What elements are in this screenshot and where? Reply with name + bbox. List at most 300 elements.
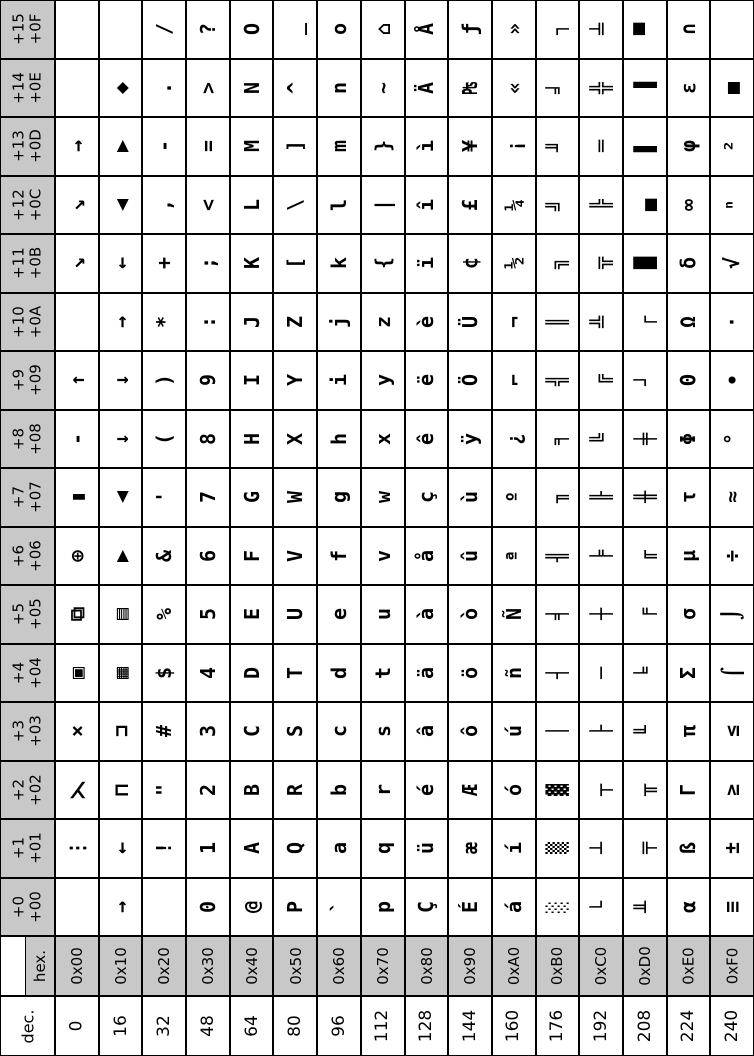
- row-dec-text: 112: [372, 1009, 393, 1043]
- row-dec: [55, 996, 99, 1056]
- glyph-cell: [623, 468, 667, 527]
- glyph-cell: [623, 644, 667, 703]
- column-offset-hex: +07: [26, 481, 45, 514]
- glyph-cell-text: ¢: [458, 257, 483, 270]
- glyph-cell: [361, 234, 405, 293]
- column-header: [0, 527, 55, 586]
- glyph-cell-text: ": [152, 783, 177, 796]
- glyph-cell-text: ┤: [545, 666, 570, 679]
- glyph-cell: [99, 527, 143, 586]
- glyph-cell-text: %: [152, 608, 177, 621]
- glyph-cell-text: U: [283, 608, 308, 621]
- glyph-cell-text: å: [414, 549, 439, 562]
- column-offset-hex: +05: [26, 598, 45, 631]
- glyph-cell: [55, 351, 99, 410]
- glyph-cell: [55, 702, 99, 761]
- glyph-cell: [579, 234, 623, 293]
- row-dec: [142, 996, 186, 1056]
- glyph-cell-text: 0: [195, 900, 220, 913]
- glyph-cell: [142, 176, 186, 235]
- glyph-cell: [710, 878, 754, 937]
- row-hex: [710, 936, 754, 996]
- glyph-cell: [230, 410, 274, 469]
- glyph-cell-text: v: [370, 549, 395, 562]
- glyph-cell-text: Ç: [414, 900, 439, 913]
- glyph-cell: [317, 351, 361, 410]
- glyph-cell-text: n: [326, 81, 351, 94]
- glyph-cell-text: ⌡: [720, 608, 745, 621]
- glyph-cell: [667, 702, 711, 761]
- glyph-cell: [142, 527, 186, 586]
- glyph-cell: [55, 117, 99, 176]
- column-offset-hex: +0B: [26, 247, 45, 280]
- glyph-cell: [405, 0, 449, 59]
- glyph-cell: [492, 585, 536, 644]
- glyph-cell: [536, 527, 580, 586]
- glyph-cell-text: δ: [676, 257, 701, 270]
- glyph-cell-text: $: [152, 666, 177, 679]
- glyph-cell: [448, 644, 492, 703]
- glyph-cell: [186, 702, 230, 761]
- glyph-cell: [99, 234, 143, 293]
- glyph-cell-text: &: [152, 549, 177, 562]
- glyph-cell-text: k: [326, 257, 351, 270]
- row-hex: [55, 936, 99, 996]
- glyph-cell-text: ÷: [720, 549, 745, 562]
- glyph-cell: [99, 878, 143, 937]
- glyph-cell: [667, 468, 711, 527]
- glyph-cell-text: ¼: [501, 198, 526, 211]
- glyph-cell-text: ↘: [64, 257, 89, 270]
- glyph-cell: [667, 117, 711, 176]
- glyph-cell-text: ƒ: [458, 23, 483, 36]
- glyph-cell: [579, 819, 623, 878]
- glyph-cell: [186, 176, 230, 235]
- glyph-cell-text: û: [458, 549, 483, 562]
- hex-label-text: hex.: [31, 949, 49, 983]
- glyph-cell: [579, 0, 623, 59]
- glyph-cell-text: m: [326, 140, 351, 153]
- row-dec: [623, 996, 667, 1056]
- glyph-cell-text: ╛: [545, 81, 570, 94]
- glyph-cell-text: ╬: [589, 81, 614, 94]
- glyph-cell: [667, 410, 711, 469]
- glyph-cell: [273, 0, 317, 59]
- glyph-cell: [142, 702, 186, 761]
- glyph-cell-text: ─: [589, 666, 614, 679]
- glyph-cell: [448, 410, 492, 469]
- glyph-cell: [99, 0, 143, 59]
- glyph-cell: [579, 761, 623, 820]
- glyph-cell-text: ε: [676, 81, 701, 94]
- glyph-cell: [273, 819, 317, 878]
- glyph-cell: [492, 293, 536, 352]
- glyph-cell-text: A: [239, 842, 264, 855]
- row-dec-text: 128: [416, 1009, 437, 1043]
- glyph-cell-text: i: [326, 374, 351, 387]
- glyph-cell: [230, 878, 274, 937]
- glyph-cell-text: â: [414, 725, 439, 738]
- glyph-cell: [186, 351, 230, 410]
- glyph-cell: [55, 644, 99, 703]
- glyph-cell-text: ╘: [632, 666, 657, 679]
- row-hex-text: 0x70: [373, 947, 392, 985]
- column-offset-hex: +06: [26, 539, 45, 572]
- row-hex-text: 0xD0: [635, 946, 654, 986]
- glyph-cell: [142, 761, 186, 820]
- glyph-cell: [142, 819, 186, 878]
- glyph-cell: [361, 176, 405, 235]
- glyph-cell-text: @: [239, 900, 264, 913]
- glyph-cell: [273, 761, 317, 820]
- glyph-cell-text: ↑: [64, 374, 89, 387]
- glyph-cell: [405, 468, 449, 527]
- glyph-cell: [448, 878, 492, 937]
- glyph-cell: [361, 293, 405, 352]
- glyph-cell-text: }: [370, 140, 395, 153]
- glyph-cell-text: _: [283, 23, 308, 36]
- glyph-cell: [99, 176, 143, 235]
- glyph-cell-text: ║: [545, 315, 570, 328]
- glyph-cell: [492, 878, 536, 937]
- glyph-cell: [273, 176, 317, 235]
- glyph-cell: [55, 0, 99, 59]
- glyph-cell: [230, 117, 274, 176]
- glyph-cell: [99, 702, 143, 761]
- glyph-cell-text: ù: [458, 491, 483, 504]
- glyph-cell: [273, 878, 317, 937]
- glyph-cell: [710, 702, 754, 761]
- column-offset-dec: +13: [9, 130, 28, 163]
- glyph-cell: [317, 117, 361, 176]
- glyph-cell-text: .: [152, 81, 177, 94]
- column-offset-hex: +0A: [26, 305, 45, 338]
- glyph-cell-text: e: [326, 608, 351, 621]
- glyph-cell: [710, 176, 754, 235]
- glyph-cell-text: 1: [195, 842, 220, 855]
- glyph-cell-text: é: [414, 783, 439, 796]
- glyph-cell: [317, 468, 361, 527]
- glyph-cell-text: °: [720, 432, 745, 445]
- glyph-cell-text: l: [326, 198, 351, 211]
- glyph-cell: [579, 117, 623, 176]
- glyph-cell-text: ↓: [108, 432, 133, 445]
- glyph-cell-text: ╩: [589, 315, 614, 328]
- glyph-cell: [448, 293, 492, 352]
- column-offset-dec: +7: [9, 486, 28, 509]
- glyph-cell: [142, 117, 186, 176]
- glyph-cell: [230, 176, 274, 235]
- row-hex: [536, 936, 580, 996]
- glyph-cell: [448, 468, 492, 527]
- glyph-cell: [317, 293, 361, 352]
- glyph-cell: [536, 819, 580, 878]
- glyph-cell-text: :: [195, 315, 220, 328]
- glyph-cell-text: ▐: [632, 81, 657, 94]
- glyph-cell-text: 3: [195, 725, 220, 738]
- glyph-cell-text: N: [239, 81, 264, 94]
- glyph-cell: [579, 176, 623, 235]
- glyph-cell-text: `: [326, 900, 351, 913]
- row-dec-text: 144: [460, 1009, 481, 1043]
- glyph-cell-text: ï: [414, 257, 439, 270]
- glyph-cell-text: │: [545, 725, 570, 738]
- glyph-cell-text: ¿: [501, 432, 526, 445]
- row-dec: [536, 996, 580, 1056]
- glyph-cell-text: C: [239, 725, 264, 738]
- row-dec-text: 48: [197, 1015, 218, 1037]
- glyph-cell-text: !: [152, 842, 177, 855]
- glyph-cell-text: ┘: [632, 374, 657, 387]
- glyph-cell-text: ╕: [545, 432, 570, 445]
- column-header: [0, 176, 55, 235]
- glyph-cell-text: ╖: [545, 491, 570, 504]
- glyph-cell: [623, 117, 667, 176]
- glyph-cell-text: B: [239, 783, 264, 796]
- glyph-cell-text: d: [326, 666, 351, 679]
- glyph-cell: [361, 761, 405, 820]
- glyph-cell-text: g: [326, 491, 351, 504]
- glyph-cell: [405, 761, 449, 820]
- glyph-cell-text: Ä: [414, 81, 439, 94]
- glyph-cell: [55, 176, 99, 235]
- glyph-cell: [55, 293, 99, 352]
- glyph-cell-text: ╦: [589, 257, 614, 270]
- glyph-cell-text: Ω: [676, 315, 701, 328]
- glyph-cell-text: R: [283, 783, 308, 796]
- glyph-cell: [536, 0, 580, 59]
- glyph-cell-text: K: [239, 257, 264, 270]
- glyph-cell-text: J: [239, 315, 264, 328]
- glyph-cell-text: £: [458, 198, 483, 211]
- glyph-cell: [579, 468, 623, 527]
- glyph-cell: [317, 234, 361, 293]
- glyph-cell-text: ª: [501, 549, 526, 562]
- row-hex: [273, 936, 317, 996]
- glyph-cell: [273, 468, 317, 527]
- glyph-cell: [405, 410, 449, 469]
- row-dec: [667, 996, 711, 1056]
- row-hex-text: 0xE0: [679, 947, 698, 985]
- glyph-cell: [99, 819, 143, 878]
- glyph-cell: [317, 410, 361, 469]
- glyph-cell: [317, 878, 361, 937]
- glyph-cell-text: ~: [370, 81, 395, 94]
- row-hex-text: 0x50: [286, 947, 305, 985]
- glyph-cell: [448, 761, 492, 820]
- glyph-cell: [230, 819, 274, 878]
- glyph-cell-text: ╣: [545, 374, 570, 387]
- column-header: [0, 761, 55, 820]
- glyph-cell-text: Θ: [676, 374, 701, 387]
- column-header: [0, 293, 55, 352]
- glyph-cell-text: ¬: [501, 315, 526, 328]
- glyph-cell-text: V: [283, 549, 308, 562]
- glyph-cell: [405, 176, 449, 235]
- glyph-cell-text: ⊐: [108, 725, 133, 738]
- row-dec-text: 208: [634, 1009, 655, 1043]
- glyph-cell-text: ∙: [720, 374, 745, 387]
- glyph-cell-text: ┼: [589, 608, 614, 621]
- glyph-cell-text: Ö: [458, 374, 483, 387]
- glyph-cell-text: φ: [676, 140, 701, 153]
- column-header: [0, 585, 55, 644]
- glyph-cell-text: 4: [195, 666, 220, 679]
- glyph-cell-text: f: [326, 549, 351, 562]
- glyph-cell-text: a: [326, 842, 351, 855]
- glyph-cell-text: ë: [414, 374, 439, 387]
- glyph-cell-text: ñ: [501, 666, 526, 679]
- glyph-cell: [273, 527, 317, 586]
- column-offset-hex: +02: [26, 773, 45, 806]
- glyph-cell-text: ': [152, 491, 177, 504]
- glyph-cell: [142, 234, 186, 293]
- column-offset-dec: +11: [9, 247, 28, 280]
- glyph-cell: [405, 702, 449, 761]
- hex-label-cell: [25, 936, 55, 996]
- row-dec: [448, 996, 492, 1056]
- row-dec-text: 192: [591, 1009, 612, 1043]
- glyph-cell-text: ⊓: [108, 783, 133, 796]
- glyph-cell-text: ⋮: [64, 838, 89, 859]
- glyph-cell-text: σ: [676, 608, 701, 621]
- glyph-cell-text: ¡: [501, 140, 526, 153]
- glyph-cell-text: {: [370, 257, 395, 270]
- glyph-cell-text: j: [326, 315, 351, 328]
- glyph-cell-text: ò: [458, 608, 483, 621]
- glyph-cell-text: -: [64, 432, 89, 445]
- row-dec-text: 64: [241, 1015, 262, 1037]
- glyph-cell-text: ú: [501, 725, 526, 738]
- glyph-cell-text: 9: [195, 374, 220, 387]
- glyph-cell: [361, 117, 405, 176]
- column-offset-dec: +0: [9, 895, 28, 918]
- glyph-cell-text: ╨: [632, 900, 657, 913]
- glyph-cell-text: ░: [545, 900, 570, 913]
- glyph-cell: [361, 59, 405, 118]
- row-hex-text: 0x00: [67, 947, 86, 985]
- row-hex: [579, 936, 623, 996]
- glyph-cell: [55, 59, 99, 118]
- glyph-cell: [317, 819, 361, 878]
- glyph-cell-text: ç: [414, 491, 439, 504]
- glyph-cell: [623, 702, 667, 761]
- glyph-cell-text: ∩: [676, 23, 701, 36]
- glyph-cell: [230, 468, 274, 527]
- glyph-cell-text: 6: [195, 549, 220, 562]
- column-header: [0, 468, 55, 527]
- glyph-cell: [317, 59, 361, 118]
- glyph-cell: [536, 702, 580, 761]
- glyph-cell: [579, 351, 623, 410]
- glyph-cell: [55, 878, 99, 937]
- column-offset-hex: +01: [26, 832, 45, 865]
- glyph-cell-text: [: [283, 257, 308, 270]
- glyph-cell-text: ^: [283, 81, 308, 94]
- glyph-cell-text: ╠: [589, 198, 614, 211]
- glyph-cell: [667, 293, 711, 352]
- row-dec: [492, 996, 536, 1056]
- glyph-cell: [492, 234, 536, 293]
- glyph-cell: [667, 878, 711, 937]
- glyph-cell: [623, 293, 667, 352]
- row-hex: [317, 936, 361, 996]
- glyph-cell: [536, 878, 580, 937]
- glyph-cell: [579, 585, 623, 644]
- glyph-cell-text: è: [414, 315, 439, 328]
- row-hex: [405, 936, 449, 996]
- row-hex-text: 0xB0: [548, 946, 567, 986]
- glyph-cell: [710, 117, 754, 176]
- glyph-cell: [273, 702, 317, 761]
- glyph-cell: [273, 410, 317, 469]
- glyph-cell: [710, 0, 754, 59]
- glyph-cell: [317, 0, 361, 59]
- column-header: [0, 819, 55, 878]
- glyph-cell: [623, 351, 667, 410]
- glyph-cell-text: á: [501, 900, 526, 913]
- glyph-cell: [405, 351, 449, 410]
- glyph-cell: [710, 819, 754, 878]
- row-hex-text: 0x60: [329, 947, 348, 985]
- glyph-cell: [623, 234, 667, 293]
- glyph-cell-text: G: [239, 491, 264, 504]
- glyph-cell: [536, 644, 580, 703]
- glyph-cell: [361, 819, 405, 878]
- glyph-cell-text: ■: [720, 81, 745, 94]
- glyph-cell-text: ╒: [632, 608, 657, 621]
- glyph-cell-text: ╙: [632, 725, 657, 738]
- glyph-cell: [448, 351, 492, 410]
- glyph-cell: [667, 0, 711, 59]
- glyph-cell-text: t: [370, 666, 395, 679]
- glyph-cell-text: X: [283, 432, 308, 445]
- glyph-cell: [99, 117, 143, 176]
- glyph-cell: [230, 293, 274, 352]
- glyph-cell: [230, 644, 274, 703]
- glyph-cell-text: 5: [195, 608, 220, 621]
- glyph-cell: [579, 878, 623, 937]
- row-hex-text: 0x10: [111, 947, 130, 985]
- glyph-cell: [536, 410, 580, 469]
- glyph-cell: [623, 878, 667, 937]
- glyph-cell-text: ╞: [589, 549, 614, 562]
- glyph-cell: [492, 819, 536, 878]
- glyph-cell-text: ,: [152, 198, 177, 211]
- glyph-cell: [186, 117, 230, 176]
- glyph-cell-text: 8: [195, 432, 220, 445]
- glyph-cell-text: ↘: [64, 198, 89, 211]
- glyph-cell-text: -: [152, 140, 177, 153]
- glyph-cell-text: α: [676, 900, 701, 913]
- row-hex-text: 0x30: [198, 947, 217, 985]
- glyph-cell: [186, 761, 230, 820]
- row-dec: [186, 996, 230, 1056]
- glyph-cell: [230, 234, 274, 293]
- glyph-cell: [667, 234, 711, 293]
- glyph-cell-text: u: [370, 608, 395, 621]
- column-offset-dec: +5: [9, 603, 28, 626]
- glyph-cell: [99, 468, 143, 527]
- glyph-cell: [99, 761, 143, 820]
- glyph-cell: [186, 234, 230, 293]
- row-hex-text: 0x40: [242, 947, 261, 985]
- glyph-cell-text: H: [239, 432, 264, 445]
- glyph-cell: [317, 761, 361, 820]
- glyph-cell-text: í: [501, 842, 526, 855]
- glyph-cell: [361, 644, 405, 703]
- glyph-cell-text: ⁿ: [720, 198, 745, 211]
